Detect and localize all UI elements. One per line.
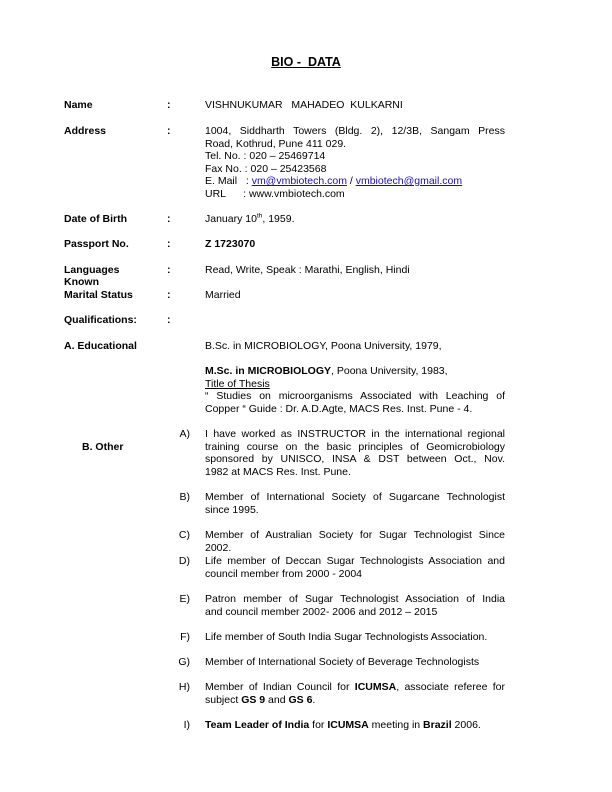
other-item-marker: D): [178, 555, 190, 567]
text-part: for: [309, 719, 328, 731]
qualifications-label: Qualifications:: [64, 314, 137, 326]
other-item-line: since 1995.: [205, 503, 259, 516]
marital-value: Married: [205, 289, 241, 301]
other-item-marker: A): [179, 428, 190, 440]
marital-label: Marital Status: [64, 289, 133, 301]
text-part: and: [265, 693, 289, 706]
other-item-line: Life member of Deccan Sugar Technologists Association and: [205, 555, 505, 567]
other-item-line: Member of International Society of Sugarcane Technologist: [205, 491, 505, 503]
other-item-text: [205, 631, 505, 644]
email-link-1[interactable]: vm@vmbiotech.com: [251, 175, 347, 187]
dob-year: , 1959.: [262, 213, 295, 225]
other-item-text: [205, 593, 505, 618]
email-link-2[interactable]: vmbiotech@gmail.com: [355, 175, 463, 187]
text-part: meeting in: [368, 719, 424, 731]
other-label: B. Other: [82, 441, 124, 453]
dob-colon: :: [167, 213, 171, 225]
text-part-bold: ICUMSA: [327, 719, 369, 731]
address-label: Address: [64, 125, 107, 137]
text-part: Member of Indian Council for: [205, 681, 355, 693]
text-part: subject: [205, 693, 242, 706]
other-item-marker: G): [178, 656, 190, 668]
page-title: BIO - DATA: [271, 55, 341, 69]
other-item-text: [205, 719, 505, 732]
marital-colon: :: [167, 289, 171, 301]
text-part-bold: GS 9: [241, 693, 266, 706]
other-item-line: Member of Australian Society for Sugar Technologist Since: [205, 529, 505, 541]
text-part-bold: Team Leader of India: [205, 719, 310, 731]
other-item-text: [205, 656, 505, 669]
text-part-bold: GS 6: [288, 693, 313, 706]
other-item-line: 2002.: [205, 541, 232, 554]
passport-colon: :: [167, 238, 171, 250]
address-value: [205, 125, 505, 200]
other-item-line: [205, 681, 505, 694]
address-url: [205, 188, 505, 201]
other-item-line: 1982 at MACS Res. Inst. Pune.: [205, 465, 351, 478]
email-label: E. Mail :: [205, 175, 249, 187]
languages-colon: :: [167, 264, 171, 276]
other-item-marker: H): [178, 681, 190, 693]
text-part: 2006.: [451, 719, 481, 731]
other-item-line: Patron member of Sugar Technologist Association of India: [205, 593, 505, 605]
other-item-line: [205, 694, 505, 707]
url-label: URL :: [205, 187, 247, 200]
thesis-line-2: Copper “ Guide : Dr. A.D.Agte, MACS Res. Inst. Pune - 4.: [205, 402, 473, 415]
msc-line: [205, 365, 505, 378]
text-part: , associate referee for: [396, 681, 505, 693]
other-item-line: sponsored by UNISCO, INSA & DST between Oct., Nov.: [205, 453, 505, 465]
other-item-text: [205, 491, 505, 516]
educational-label: A. Educational: [64, 340, 137, 352]
address-line-2: Road, Kothrud, Pune 411 029.: [205, 137, 347, 150]
languages-label-line-1: Languages: [64, 264, 120, 276]
thesis-line-1: “ Studies on microorganisms Associated with Leaching of: [205, 390, 505, 402]
dob-ordinal: th: [256, 212, 263, 220]
other-item-line: training course on the basic principles of Geomicrobiology: [205, 440, 505, 453]
msc-block: [205, 365, 505, 415]
other-item-line: I have worked as INSTRUCTOR in the international regional: [205, 428, 505, 440]
other-item-text: [205, 428, 505, 478]
bsc-line: B.Sc. in MICROBIOLOGY, Poona University, 1979,: [205, 340, 442, 352]
name-value: VISHNUKUMAR MAHADEO KULKARNI: [205, 99, 403, 111]
other-item-marker: F): [180, 631, 190, 643]
text-part: .: [312, 693, 316, 706]
address-colon: :: [167, 125, 171, 137]
other-item-line: [205, 719, 505, 732]
other-item-text: [205, 529, 505, 554]
dob-date: January 10: [205, 213, 257, 225]
other-item-line: council member from 2000 - 2004: [205, 567, 362, 580]
text-part-bold: Brazil: [423, 719, 452, 731]
languages-value: Read, Write, Speak : Marathi, English, Hindi: [205, 264, 410, 276]
address-tel: Tel. No. : 020 – 25469714: [205, 150, 326, 162]
name-label: Name: [64, 99, 93, 111]
qualifications-colon: :: [167, 314, 171, 326]
address-line-1: 1004, Siddharth Towers (Bldg. 2), 12/3B, Sangam Press: [205, 125, 505, 137]
thesis-title-label: Title of Thesis: [205, 377, 270, 390]
address-fax: Fax No. : 020 – 25423568: [205, 162, 327, 175]
email-separator: /: [349, 175, 353, 187]
url-value: www.vmbiotech.com: [248, 187, 345, 200]
msc-details: , Poona University, 1983,: [331, 365, 448, 377]
other-item-marker: B): [179, 491, 190, 503]
text-part-bold: ICUMSA: [354, 681, 397, 693]
dob-value: [205, 213, 505, 226]
dob-label: Date of Birth: [64, 213, 127, 225]
msc-degree: M.Sc. in MICROBIOLOGY: [205, 365, 332, 377]
other-item-marker: C): [178, 529, 190, 541]
other-item-text: [205, 555, 505, 580]
address-email: [205, 175, 505, 188]
other-item-line: and council member 2002- 2006 and 2012 – 2015: [205, 605, 438, 618]
passport-value: Z 1723070: [205, 238, 256, 250]
other-item-line: Life member of South India Sugar Technologists Association.: [205, 631, 488, 643]
other-item-marker: I): [183, 719, 190, 731]
name-colon: :: [167, 99, 171, 111]
other-item-text: [205, 681, 505, 706]
other-item-line: Member of International Society of Beverage Technologists: [205, 656, 480, 668]
languages-label: [64, 264, 119, 288]
other-item-marker: E): [179, 593, 190, 605]
passport-label: Passport No.: [64, 238, 129, 250]
languages-label-line-2: Known: [64, 276, 99, 288]
